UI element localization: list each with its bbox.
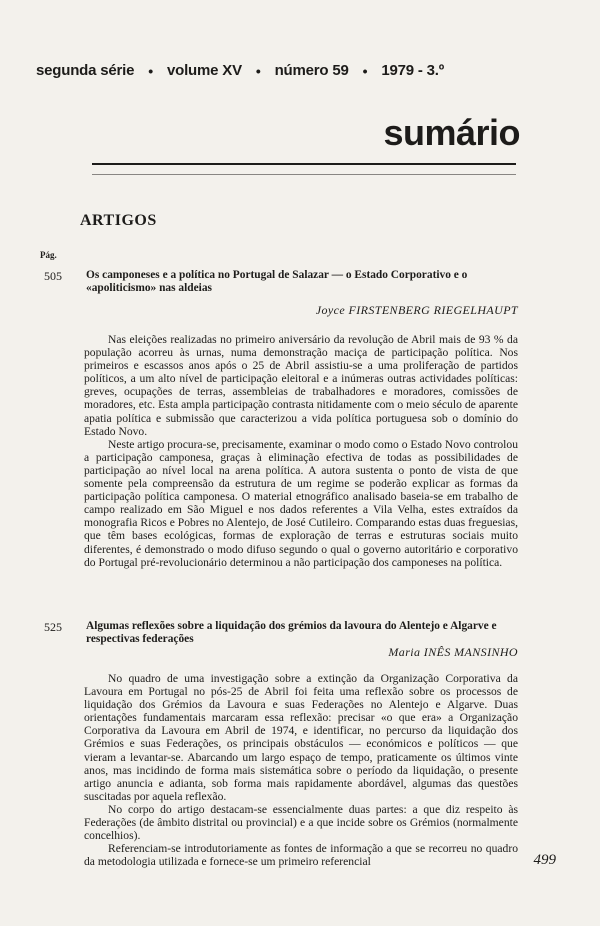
bullet-separator: • (362, 62, 368, 79)
article-author: Maria INÊS MANSINHO (388, 645, 518, 659)
article-abstract (84, 333, 518, 569)
article-title: Os camponeses e a política no Portugal de Salazar — o Estado Corporativo e o «apoliticismo» nas aldeias (86, 269, 468, 294)
abstract-paragraph: No corpo do artigo destacam-se essencialmente duas partes: a que diz respeito às Federações (de âmbito distrital ou provincial) e a que incide sobre os Grémios (normalmente concelhios). (84, 802, 518, 843)
bullet-separator: • (255, 62, 261, 79)
header-rule (92, 163, 516, 165)
abstract-paragraph: Referenciam-se introdutoriamente as fontes de informação a que se recorreu no quadro da metodologia utilizada e fornece-se um primeiro referencial (84, 842, 518, 869)
article-abstract (84, 672, 518, 868)
article-title: Algumas reflexões sobre a liquidação dos grémios da lavoura do Alentejo e Algarve e respectivas federações (86, 620, 497, 645)
volume-label: volume XV (166, 62, 242, 79)
page-folio: 499 (533, 852, 556, 868)
section-title: ARTIGOS (80, 212, 157, 229)
page-column-label: Pág. (40, 250, 57, 260)
abstract-paragraph: Neste artigo procura-se, precisamente, examinar o modo como o Estado Novo controlou a participação camponesa, graças à eliminação efectiva de todas as possibilidades de participação ao nível local na arena política. A autora sustenta o ponto de vista de que somente pela compreensão da estrutura de um regime se poderão explicar as formas da participação política camponesa. O material etnográfico analisado baseia-se em trabalho de campo realizado em São Miguel e nos dados referentes a Vila Velha, estes extraídos da monografia Ricos e Pobres no Alentejo, de José Cutileiro. Comparando estas duas freguesias, que têm bases ecológicas, formas de exploração de terras e estruturas sociais muito diferentes, é demonstrado o modo difuso segundo o qual o governo autoritário e corporativo do Portugal pré-revolucionário determinou a não participação dos camponeses na política. (84, 437, 518, 569)
year-label: 1979 - 3.º (381, 62, 445, 79)
article-page-number: 505 (44, 269, 62, 283)
abstract-paragraph: Nas eleições realizadas no primeiro aniversário da revolução de Abril mais de 93 % da população acorreu às urnas, numa demonstração maciça de participação política. Nos primeiros e escassos anos após o 25 de Abril assistiu-se a uma proliferação de partidos políticos, a um alto nível de participação eleitoral e a inúmeras outras actividades políticas: greves, ocupações de terras, assembleias de trabalhadores e moradores, comissões de moradores, etc. Esta ampla participação contrasta nitidamente com o meio século de aparente apatia política e submissão que caracterizou a vida política portuguesa sob o domínio do Estado Novo. (84, 333, 518, 438)
summary-title: sumário (383, 112, 520, 153)
header-rule-thin (92, 174, 516, 175)
issue-number-label: número 59 (274, 62, 349, 79)
series-label: segunda série (36, 62, 135, 79)
article-author: Joyce FIRSTENBERG RIEGELHAUPT (315, 303, 518, 317)
article-page-number: 525 (44, 620, 62, 634)
bullet-separator: • (148, 62, 153, 79)
issue-header (36, 62, 564, 79)
abstract-paragraph: No quadro de uma investigação sobre a extinção da Organização Corporativa da Lavoura em Portugal no pós-25 de Abril foi feita uma reflexão sobre os processos de liquidação dos Grémios da Lavoura e suas Federações no Alentejo e Algarve. Duas orientações fundamentais marcaram essa reflexão: precisar «o que era» a Organização Corporativa da Lavoura em Abril de 1974, e identificar, no percurso da liquidação dos Grémios e suas Federações, os principais obstáculos — económicos e políticos — que vieram a levantar-se. Abarcando um largo espaço de tempo, praticamente os últimos vinte anos, mas incidindo de forma mais sistemática sobre o período da liquidação, o presente artigo anuncia e adianta, sob forma mais rapidamente abordável, algumas das questões suscitadas por aquela reflexão. (84, 672, 518, 803)
